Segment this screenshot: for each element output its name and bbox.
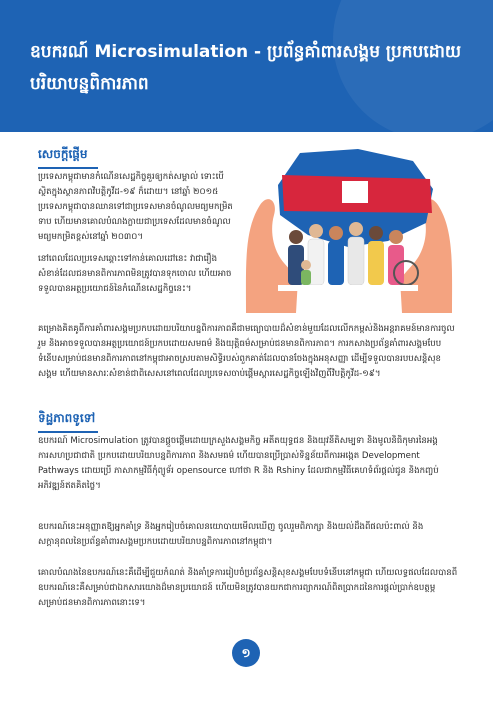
section-underline	[38, 431, 98, 433]
page-number: ១	[232, 639, 260, 667]
section-underline	[38, 167, 98, 169]
page-title: ឧបករណ៍ Microsimulation - ប្រព័ន្ធគាំពារសង្គម ប្រកបដោយបរិយាបន្នពិការភាព	[30, 42, 462, 94]
page-header	[0, 0, 493, 132]
temple-icon	[342, 181, 368, 203]
overview-paragraph-2: ឧបករណ៍នេះអនុញ្ញាតឱ្យអ្នកគាំទ្រ និងអ្នករៀបចំគោលនយោបាយមើលឃើញ ចូលរួមពិភាក្សា និងយល់ដឹងពីផលប៉ះពាល់ និងសក្តានុពលនៃប្រព័ន្ធគាំពារសង្គមប្រកបដោយបរិយាបន្នពិការភាពនៅកម្ពុជា។	[38, 522, 424, 547]
intro-paragraph-1: ប្រទេសកម្ពុជាមានកំណើនសេដ្ឋកិច្ចគួរឲ្យកត់សម្គាល់ ទោះបើស្ថិតក្នុងស្ថានភាពវិបត្តិកូវីដ-១៩ ក៏ដោយ។ នៅឆ្នាំ ២០១៥ ប្រទេសកម្ពុជាបានឈានទៅជាប្រទេសមានចំណូលមធ្យមកម្រិតទាប ហើយមានគោលបំណងក្លាយជាប្រទេសដែលមានចំណូលមធ្យមកម្រិតខ្ពស់នៅឆ្នាំ ២០៣០។	[38, 172, 233, 242]
illustration-people-with-disabilities	[238, 145, 460, 313]
section-title-intro-text: សេចក្ដីផ្ដើម	[38, 147, 88, 161]
overview-paragraph-3: គោលបំណងនៃឧបករណ៍នេះគឺដើម្បីជួយកំណត់ និងគាំទ្រការរៀបចំប្រព័ន្ធសន្តិសុខសង្គមបែបទំនើបនៅកម្ពុជា ហើយលទ្ធផលដែលបានពីឧបករណ៍នេះគឺសម្រាប់ជាឯកសារយោងដ៏មានប្រយោជន៍ ហើយមិនត្រូវបានយកជាការព្យាករណ៍ពិតប្រាកដនៃការផ្ដល់ប្រាក់ឧបត្ថម្ភ សម្រាប់ជនមានពិការភាពនោះទេ។	[38, 568, 458, 608]
intro-paragraph-3: គម្រោងគិតគូពីការគាំពារសង្គមប្រកបដោយបរិយាបន្នពិការភាពគឺជាមធ្យោបាយដ៏សំខាន់មួយដែលលើកកម្ពស់និងអន្តរាគមន៍មានការចូលរួម និងអាចទទួលបានអត្ថប្រយោជន៍ប្រកបដោយសមធម៌ និងយុត្តិធម៌សម្រាប់ជនមានពិការភាព។ ការកសាងប្រព័ន្ធគាំពារសង្គមបែបទំនើបសម្រាប់ជនមានពិការភាពនៅកម្ពុជាអាចស្របតាមសិទ្ធិរបស់ពួកគាត់ដែលបានចែងក្នុងអនុសញ្ញា ដើម្បីទទួលបានរបបសន្តិសុខសង្គម ហើយមានសារៈសំខាន់ជាពិសេសនៅពេលដែលប្រទេសចាប់ផ្ដើមស្ដារសេដ្ឋកិច្ចឡើងវិញពីវិបត្តិកូវីដ-១៩។	[38, 324, 455, 379]
intro-paragraph-2: នៅពេលដែលប្រទេសឆ្ពោះទៅកាន់គោលដៅនេះ វាជារឿងសំខាន់ដែលជនមានពិការភាពមិនត្រូវបានទុកចោល ហើយអាចទទួលបានអត្ថប្រយោជន៍នៃកំណើនសេដ្ឋកិច្ចនេះ។	[38, 254, 232, 294]
section-title-overview-text: ទិដ្ឋភាពទូទៅ	[38, 411, 96, 425]
overview-paragraph-1: ឧបករណ៍ Microsimulation ត្រូវបានផ្តួចផ្ដើមដោយក្រសួងសង្គមកិច្ច អតីតយុទ្ធជន និងយុវនីតិសម្បទា និងមូលនិធិកុមារនៃអង្គការសហប្រជាជាតិ ប្រកបដោយបរិយាបន្នពិការភាព និងសមធម៌ ហើយបានប្រើប្រាស់ទិន្នន័យពីការអង្កេត Development Pathways ដោយប្រើ ភាសាកម្មវិធីកុំព្យូទ័រ opensource ហៅថា R និង Rshiny ដែលជាកម្មវិធីគេហទំព័រផ្ដល់ជូន និងកញ្ចប់អភិវឌ្ឍន៍ឥតគិតថ្លៃ។	[38, 436, 439, 491]
section-title-overview	[38, 410, 98, 433]
section-title-intro	[38, 146, 98, 169]
